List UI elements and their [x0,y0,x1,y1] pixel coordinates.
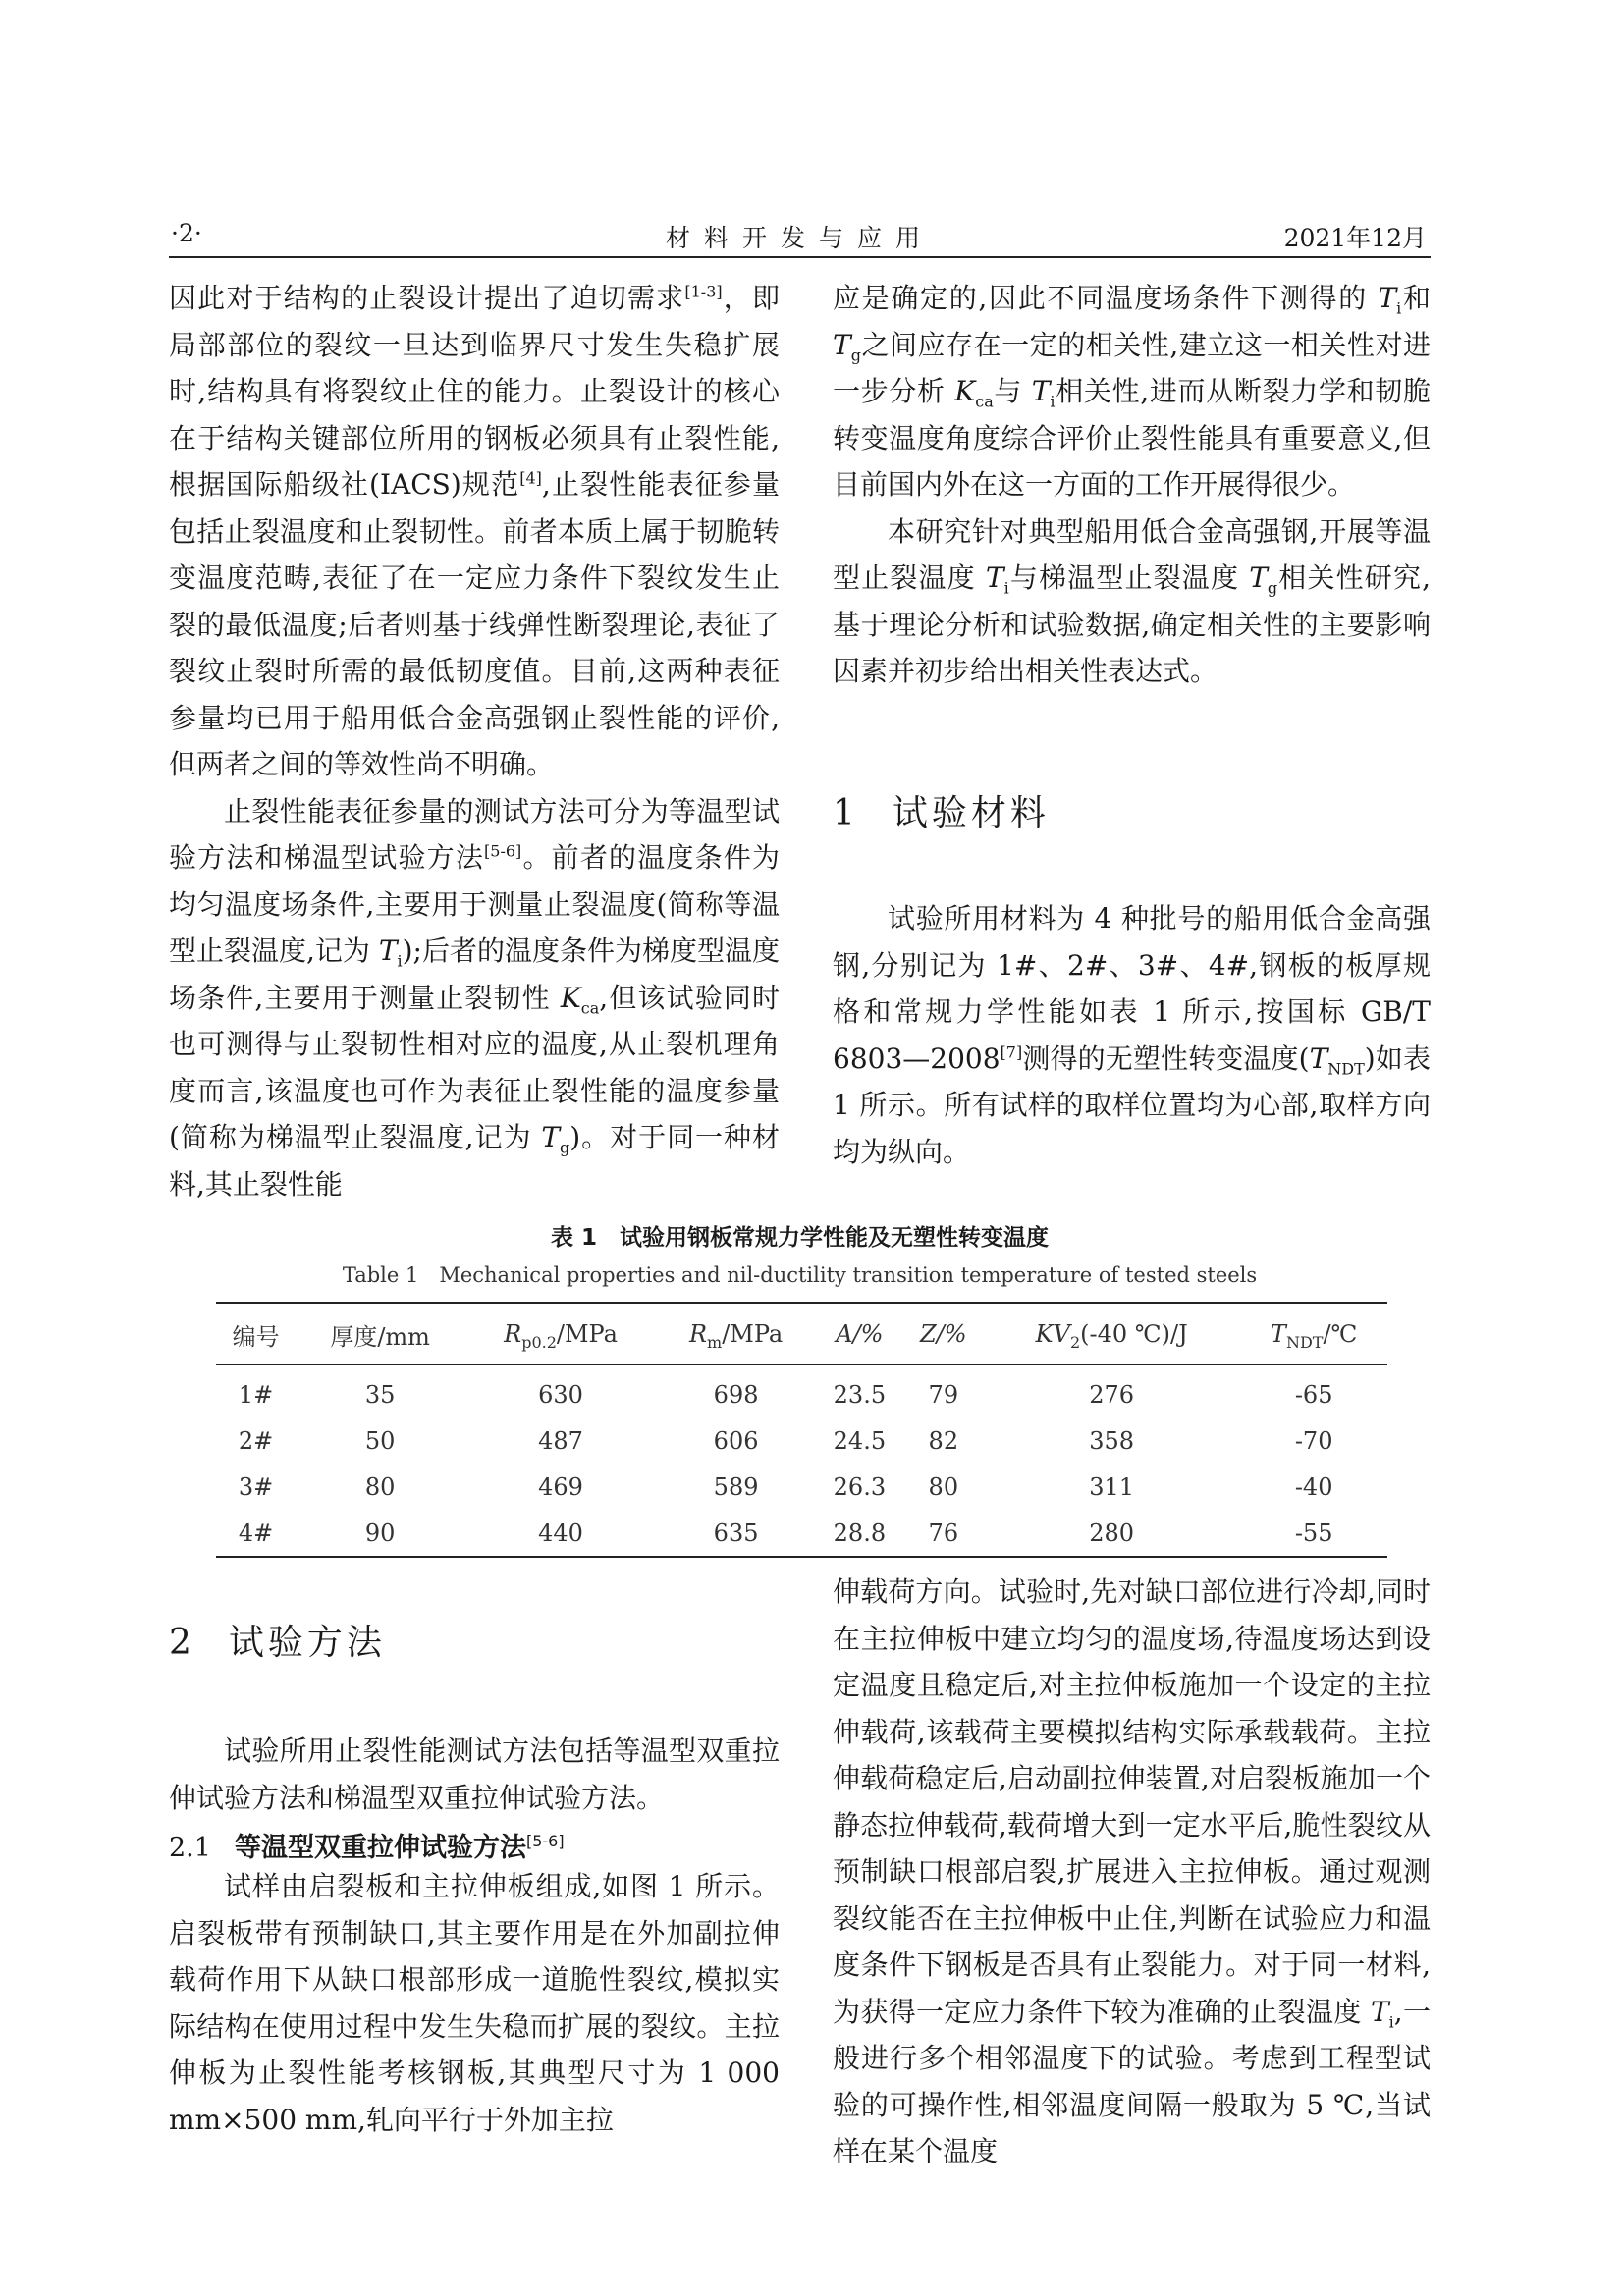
paragraph: 试验所用材料为 4 种批号的船用低合金高强钢,分别记为 1#、2#、3#、4#,钢板的板厚规格和常规力学性能如表 1 所示,按国标 GB/T 6803—2008[7]测得的无塑性转变温度$(T_{NDT})$如表 1 所示。所有试样的取样位置均为心部,取样方向均为纵向。 [833,902,1431,1168]
table-cell: -65 [1294,1380,1333,1409]
table-cell: 1# [238,1380,274,1409]
table-cell: 630 [538,1380,583,1409]
table-cell: 28.8 [833,1519,887,1547]
table-cell: -70 [1294,1426,1333,1455]
col-header: 编号 [232,1322,280,1351]
col-header: 厚度/mm [330,1322,430,1351]
table-cell: 80 [928,1472,959,1501]
table-cell: 280 [1089,1519,1135,1547]
paragraph: 止裂性能表征参量的测试方法可分为等温型试验方法和梯温型试验方法[5-6]。前者的温度条件为均匀温度场条件,主要用于测量止裂温度(简称等温型止裂温度,记为 $T_i$);后者的温度条件为梯度型温度场条件,主要用于测量止裂韧性 $K_{ca}$,但该试验同时也可测得与止裂韧性相对应的温度,从止裂机理角度而言,该温度也可作为表征止裂性能的温度参量(简称为梯温型止裂温度,记为 $T_g$)。对于同一种材料,其止裂性能 [169,794,780,1201]
left-column-subsection [169,1863,780,2143]
table-cell: 24.5 [833,1426,887,1455]
citation[interactable]: [7] [1000,1042,1023,1062]
citation[interactable]: [1-3] [684,282,723,301]
col-header: $T_{NDT}/℃$ [1270,1320,1358,1352]
table-cell: 26.3 [833,1472,887,1501]
table-cell: -55 [1294,1519,1333,1547]
paragraph: 因此对于结构的止裂设计提出了迫切需求[1-3]，即局部部位的裂纹一旦达到临界尺寸发生失稳扩展时,结构具有将裂纹止住的能力。止裂设计的核心在于结构关键部位所用的钢板必须具有止裂性能,根据国际船级社(IACS)规范[4],止裂性能表征参量包括止裂温度和止裂韧性。前者本质上属于韧脆转变温度范畴,表征了在一定应力条件下裂纹发生止裂的最低温度;后者则基于线弹性断裂理论,表征了裂纹止裂时所需的最低韧度值。目前,这两种表征参量均已用于船用低合金高强钢止裂性能的评价,但两者之间的等效性尚不明确。 [169,282,780,780]
table-cell: 3# [238,1472,274,1501]
table-cell: 358 [1089,1426,1135,1455]
table-cell: 487 [538,1426,583,1455]
left-column-section-2 [169,1728,780,1821]
table-caption-cn: 表 1 试验用钢板常规力学性能及无塑性转变温度 [550,1225,1049,1251]
right-column-bottom [833,1569,1431,2175]
citation[interactable]: [4] [519,468,542,488]
paragraph: 伸载荷方向。试验时,先对缺口部位进行冷却,同时在主拉伸板中建立均匀的温度场,待温度场达到设定温度且稳定后,对主拉伸板施加一个设定的主拉伸载荷,该载荷主要模拟结构实际承载载荷。主拉伸载荷稳定后,启动副拉伸装置,对启裂板施加一个静态拉伸载荷,载荷增大到一定水平后,脆性裂纹从预制缺口根部启裂,扩展进入主拉伸板。通过观测裂纹能否在主拉伸板中止住,判断在试验应力和温度条件下钢板是否具有止裂能力。对于同一材料,为获得一定应力条件下较为准确的止裂温度 $T_i$,一般进行多个相邻温度下的试验。考虑到工程型试验的可操作性,相邻温度间隔一般取为 5 ℃,当试样在某个温度 [833,1575,1432,2167]
table-cell: 469 [538,1472,583,1501]
page-number: ·2· [171,219,202,247]
issue-date: 2021年12月 [1283,224,1427,252]
section-heading-1: 1 试验材料 [833,793,1050,833]
col-header: A/% [836,1320,884,1348]
citation[interactable]: [5-6] [484,841,522,861]
citation[interactable]: [5-6] [525,1832,565,1850]
subsection-heading-2-1: 2.1 等温型双重拉伸试验方法[5-6] [169,1832,565,1863]
journal-title: 材料开发与应用 [665,224,934,252]
running-header [169,217,1431,258]
table-cell: 79 [928,1380,959,1409]
table-cell: 311 [1089,1472,1135,1501]
table-cell: 76 [928,1519,959,1547]
section-heading-2: 2 试验方法 [169,1623,386,1663]
table-cell: 635 [713,1519,759,1547]
properties-table [216,1302,1387,1558]
table-cell: 2# [238,1426,274,1455]
table-row [216,1417,1387,1464]
table-header-row [216,1303,1387,1365]
table-row [216,1365,1387,1418]
paragraph: 试样由启裂板和主拉伸板组成,如图 1 所示。启裂板带有预制缺口,其主要作用是在外加副拉伸载荷作用下从缺口根部形成一道脆性裂纹,模拟实际结构在使用过程中发生失稳而扩展的裂纹。主拉伸板为止裂性能考核钢板,其典型尺寸为 1 000 mm×500 mm,轧向平行于外加主拉 [169,1870,780,2136]
paragraph: 本研究针对典型船用低合金高强钢,开展等温型止裂温度 $T_i$与梯温型止裂温度 $T_g$相关性研究,基于理论分析和试验数据,确定相关性的主要影响因素并初步给出相关性表达式。 [833,514,1432,687]
paragraph: 试验所用止裂性能测试方法包括等温型双重拉伸试验方法和梯温型双重拉伸试验方法。 [169,1735,780,1814]
table-cell: 50 [364,1426,396,1455]
table-cell: 698 [713,1380,759,1409]
table-cell: 35 [364,1380,396,1409]
table-caption-en: Table 1 Mechanical properties and nil-ductility transition temperature of tested steels [342,1263,1258,1287]
table-cell: 4# [238,1519,274,1547]
table-row [216,1464,1387,1510]
table-cell: 589 [713,1472,759,1501]
table-cell: 606 [713,1426,759,1455]
right-column-section-1 [833,895,1431,1175]
paragraph: 应是确定的,因此不同温度场条件下测得的 $T_i$和 $T_g$之间应存在一定的相关性,建立这一相关性对进一步分析 $K_{ca}$与 $T_i$相关性,进而从断裂力学和韧脆转变温度角度综合评价止裂性能具有重要意义,但目前国内外在这一方面的工作开展得很少。 [833,282,1431,501]
table-cell: 82 [928,1426,959,1455]
right-column-top [833,275,1431,695]
table-cell: 90 [364,1519,396,1547]
table-cell: 23.5 [833,1380,887,1409]
table-row [216,1510,1387,1557]
col-header: $KV_2(-40$ ℃)/J [1035,1320,1188,1352]
col-header: $R_m$/MPa [688,1320,784,1352]
col-header: $R_{p0.2}$/MPa [504,1320,618,1352]
table-cell: 440 [538,1519,583,1547]
table-cell: -40 [1294,1472,1333,1501]
table-cell: 80 [364,1472,396,1501]
left-column-top [169,275,780,1207]
col-header: Z/% [920,1320,967,1348]
table-cell: 276 [1089,1380,1135,1409]
